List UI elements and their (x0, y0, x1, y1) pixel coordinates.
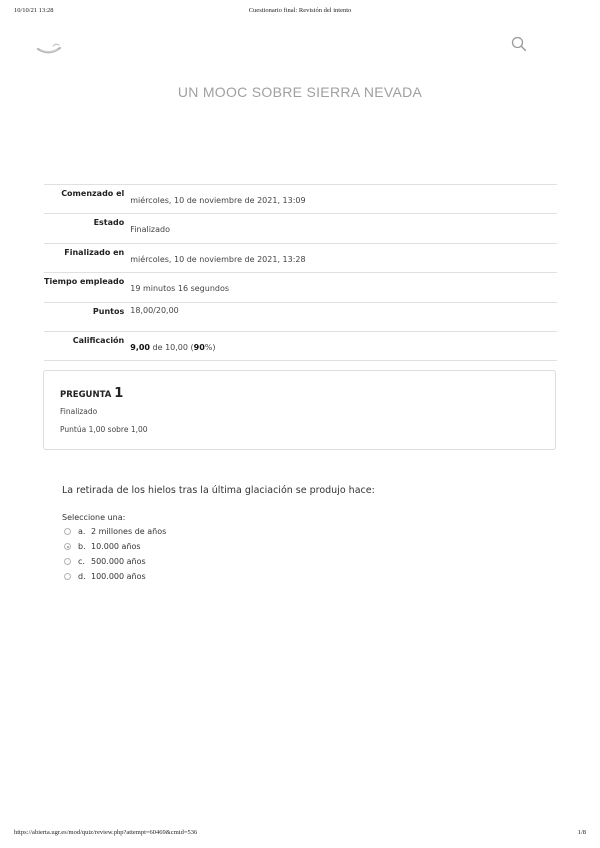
print-header (0, 7, 600, 19)
radio-button[interactable] (64, 528, 71, 535)
grade-close: %) (204, 342, 216, 352)
option-letter: d. (78, 572, 86, 581)
summary-label: Puntos (92, 306, 125, 316)
print-page-number: 1/8 (577, 829, 586, 836)
option-text: 10.000 años (91, 542, 141, 551)
option-text: 500.000 años (91, 557, 146, 566)
attempt-summary-table (44, 184, 557, 361)
summary-row-time-taken (44, 273, 557, 302)
question-grade: Puntúa 1,00 sobre 1,00 (60, 425, 148, 434)
question-text: La retirada de los hielos tras la última glaciación se produjo hace: (62, 485, 375, 496)
grade-score: 9,00 (130, 342, 150, 352)
summary-value: miércoles, 10 de noviembre de 2021, 13:28 (130, 254, 306, 264)
question-number (60, 386, 123, 401)
summary-value (129, 331, 557, 360)
summary-row-state (44, 214, 557, 243)
summary-value: 19 minutos 16 segundos (130, 284, 230, 294)
radio-button-selected[interactable] (64, 543, 71, 550)
site-title: UN MOOC SOBRE SIERRA NEVADA (177, 84, 423, 100)
option-text: 2 millones de años (91, 527, 167, 536)
print-footer (0, 829, 600, 841)
option-letter: b. (78, 542, 86, 551)
summary-row-marks (44, 302, 557, 331)
summary-label: Calificación (72, 335, 125, 345)
grade-of: de 10,00 ( (150, 342, 194, 352)
summary-value: miércoles, 10 de noviembre de 2021, 13:09 (130, 196, 306, 205)
summary-row-grade (44, 331, 557, 360)
summary-row-finished (44, 243, 557, 272)
radio-button[interactable] (64, 558, 71, 565)
question-state: Finalizado (60, 407, 98, 416)
logo-icon[interactable] (36, 40, 62, 56)
search-icon[interactable] (511, 36, 527, 52)
summary-label: Tiempo empleado (44, 277, 125, 287)
summary-row-started (44, 185, 557, 214)
radio-button[interactable] (64, 573, 71, 580)
print-title: Cuestionario final: Revisión del intento (248, 7, 352, 14)
summary-value: Finalizado (130, 225, 170, 235)
summary-value: 18,00/20,00 (130, 305, 179, 315)
option-letter: a. (78, 527, 86, 536)
question-number-value: 1 (114, 386, 124, 401)
summary-label: Finalizado en (64, 247, 125, 257)
answer-prompt: Seleccione una: (62, 513, 126, 522)
question-label: PREGUNTA (60, 390, 112, 400)
summary-label: Comenzado el (61, 189, 125, 198)
summary-label: Estado (93, 218, 125, 228)
print-datetime: 10/10/21 13:28 (14, 7, 54, 14)
option-letter: c. (78, 557, 85, 566)
option-text: 100.000 años (91, 572, 146, 581)
grade-percent: 90 (193, 342, 205, 352)
print-url: https://abierta.ugr.es/mod/quiz/review.php?attempt=60469&cmid=536 (14, 829, 198, 836)
question-info-box (43, 370, 556, 450)
